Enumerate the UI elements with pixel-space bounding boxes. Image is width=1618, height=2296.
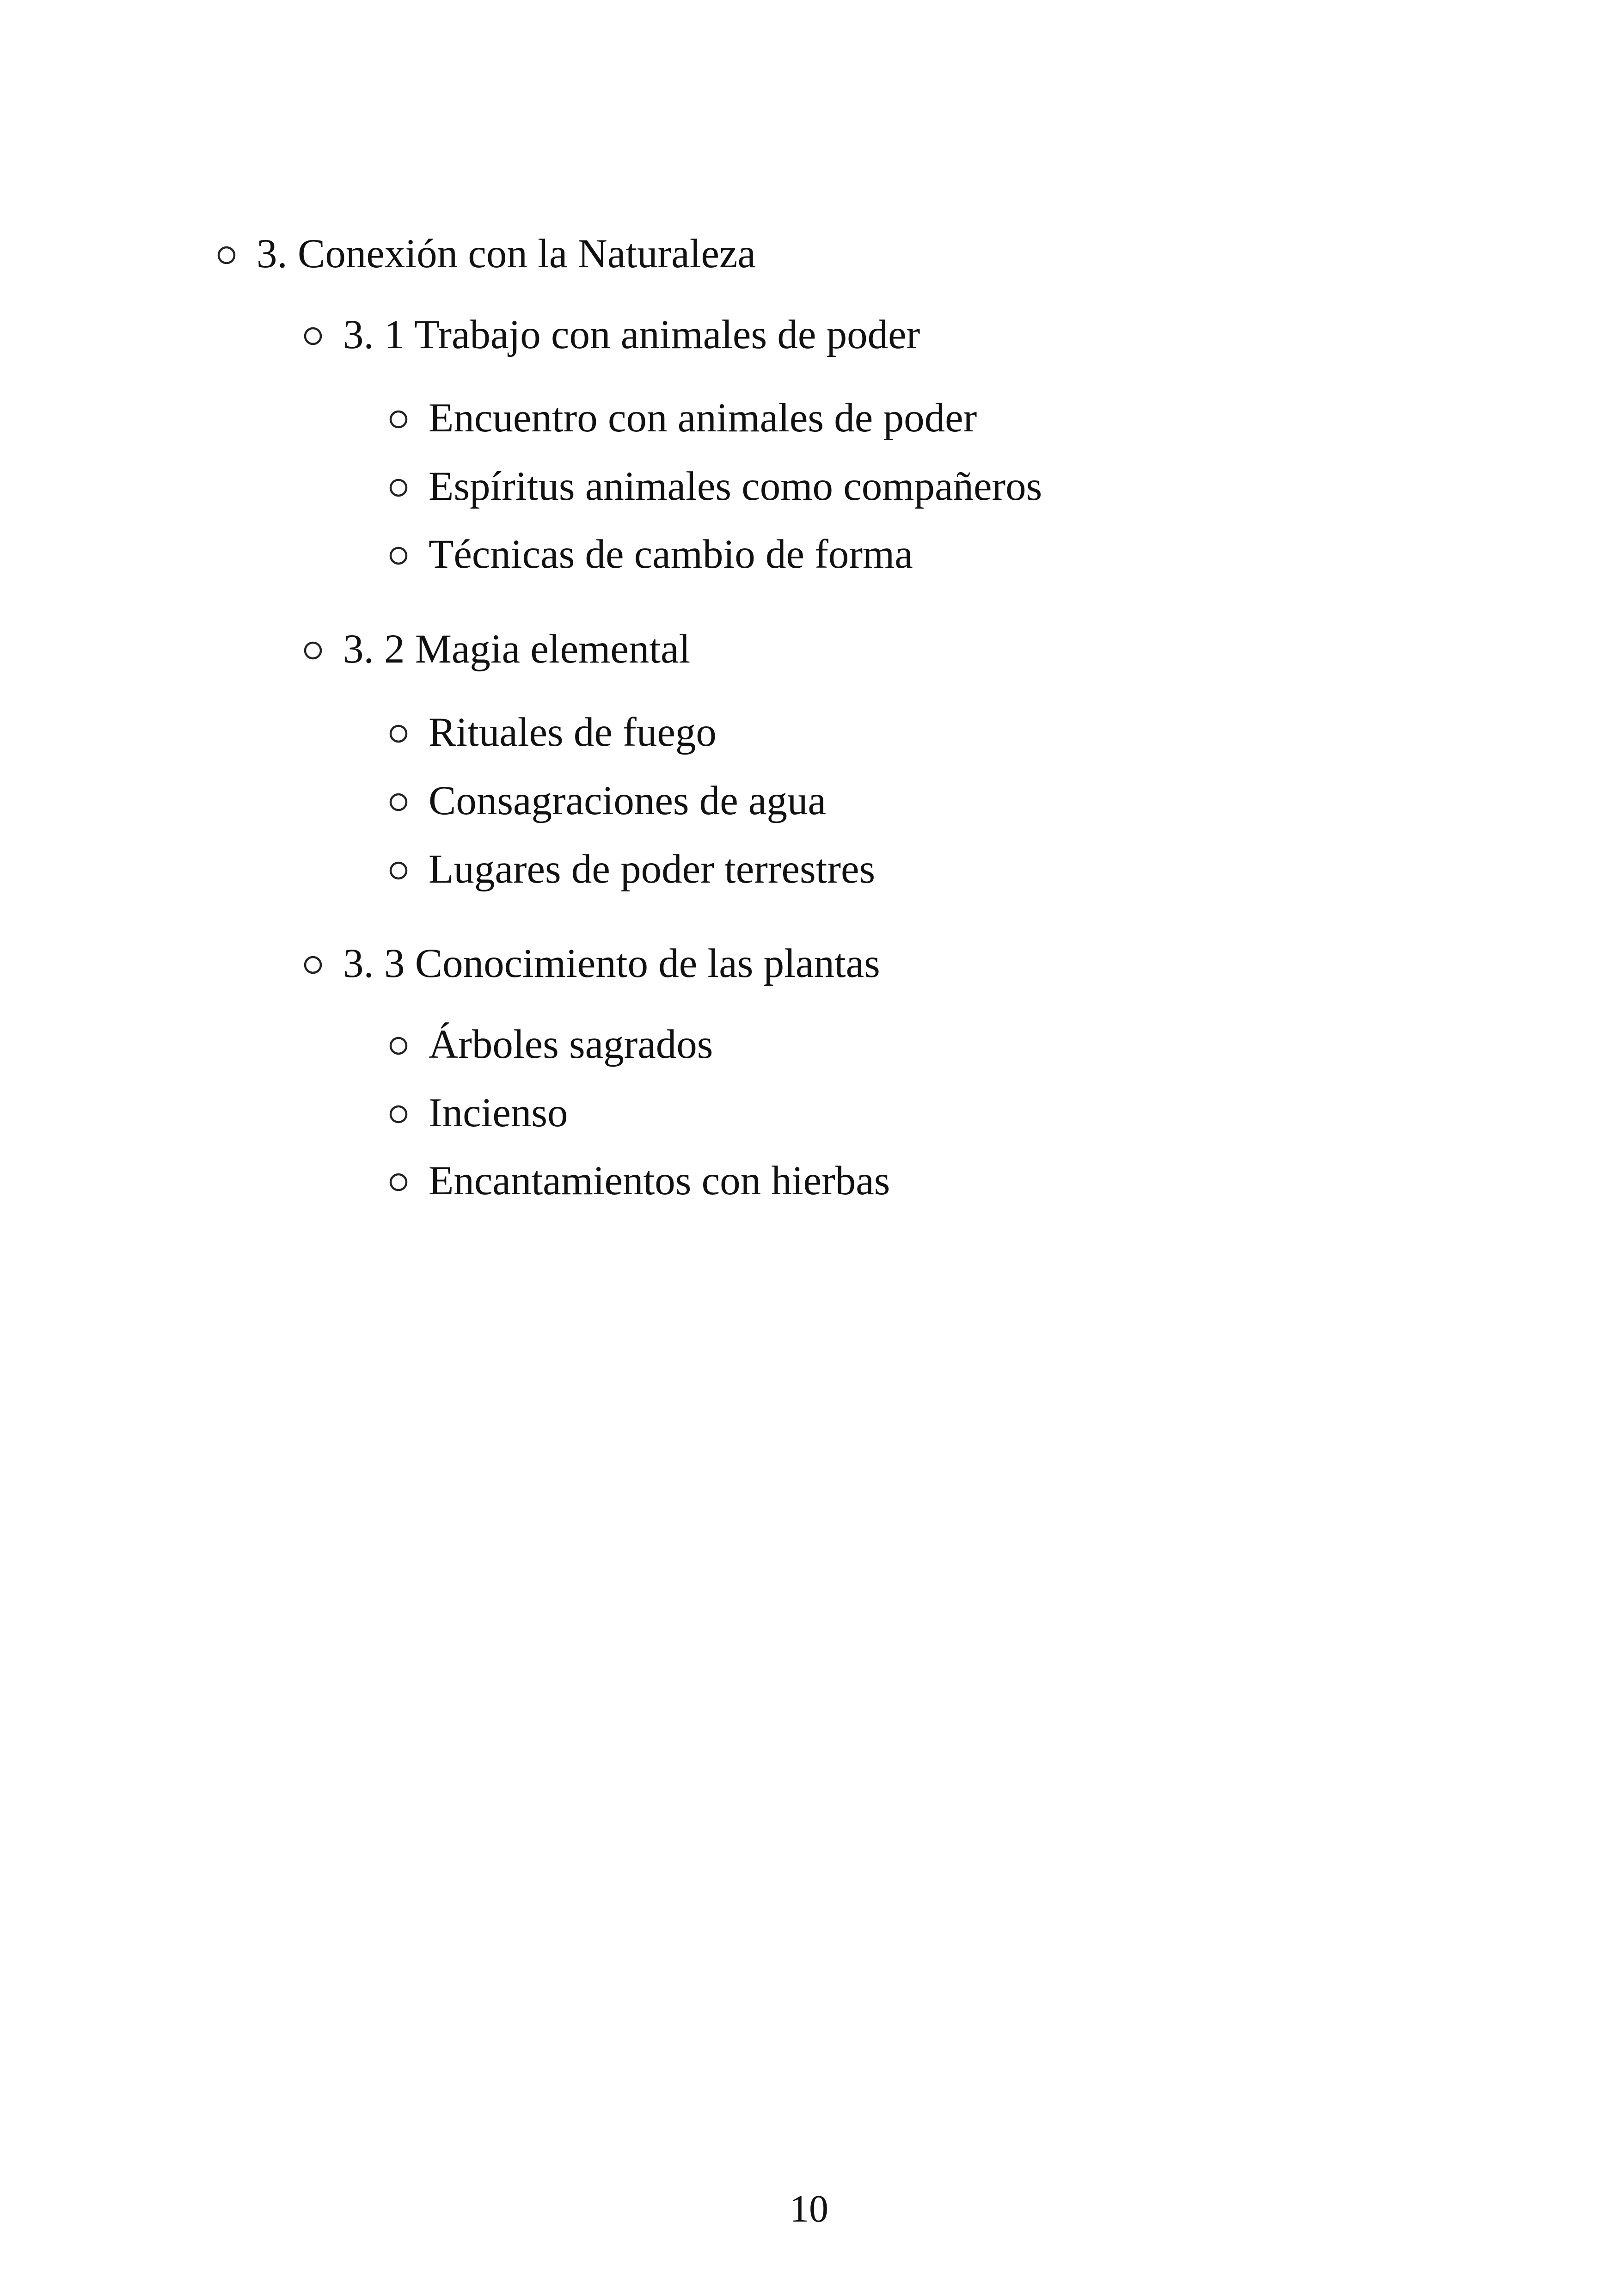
section-heading-label: 3. 1 Trabajo con animales de poder — [343, 312, 920, 357]
hollow-circle-bullet-icon — [389, 1024, 413, 1065]
list-item-label: Consagraciones de agua — [429, 778, 827, 823]
section-heading-label: 3. 3 Conocimiento de las plantas — [343, 941, 880, 986]
list-item-label: Lugares de poder terrestres — [429, 847, 876, 892]
hollow-circle-bullet-icon — [389, 466, 413, 507]
hollow-circle-bullet-icon — [389, 780, 413, 822]
hollow-circle-bullet-icon — [304, 629, 328, 670]
list-item-label: Árboles sagrados — [429, 1022, 713, 1067]
hollow-circle-bullet-icon — [304, 943, 328, 984]
hollow-circle-bullet-icon — [389, 534, 413, 575]
page-number: 10 — [790, 2187, 828, 2230]
outline-heading-label: 3. Conexión con la Naturaleza — [257, 231, 756, 276]
list-item-label: Espíritus animales como compañeros — [429, 464, 1042, 509]
hollow-circle-bullet-icon — [389, 1093, 413, 1134]
list-item-label: Encantamientos con hierbas — [429, 1158, 890, 1203]
hollow-circle-bullet-icon — [217, 233, 241, 275]
list-item-label: Incienso — [429, 1090, 568, 1136]
hollow-circle-bullet-icon — [389, 1160, 413, 1202]
hollow-circle-bullet-icon — [389, 712, 413, 753]
section-heading-label: 3. 2 Magia elemental — [343, 626, 691, 672]
list-item-label: Rituales de fuego — [429, 710, 717, 755]
hollow-circle-bullet-icon — [389, 849, 413, 890]
list-item-label: Encuentro con animales de poder — [429, 395, 977, 441]
hollow-circle-bullet-icon — [389, 398, 413, 439]
list-item-label: Técnicas de cambio de forma — [429, 532, 913, 577]
hollow-circle-bullet-icon — [304, 314, 328, 356]
